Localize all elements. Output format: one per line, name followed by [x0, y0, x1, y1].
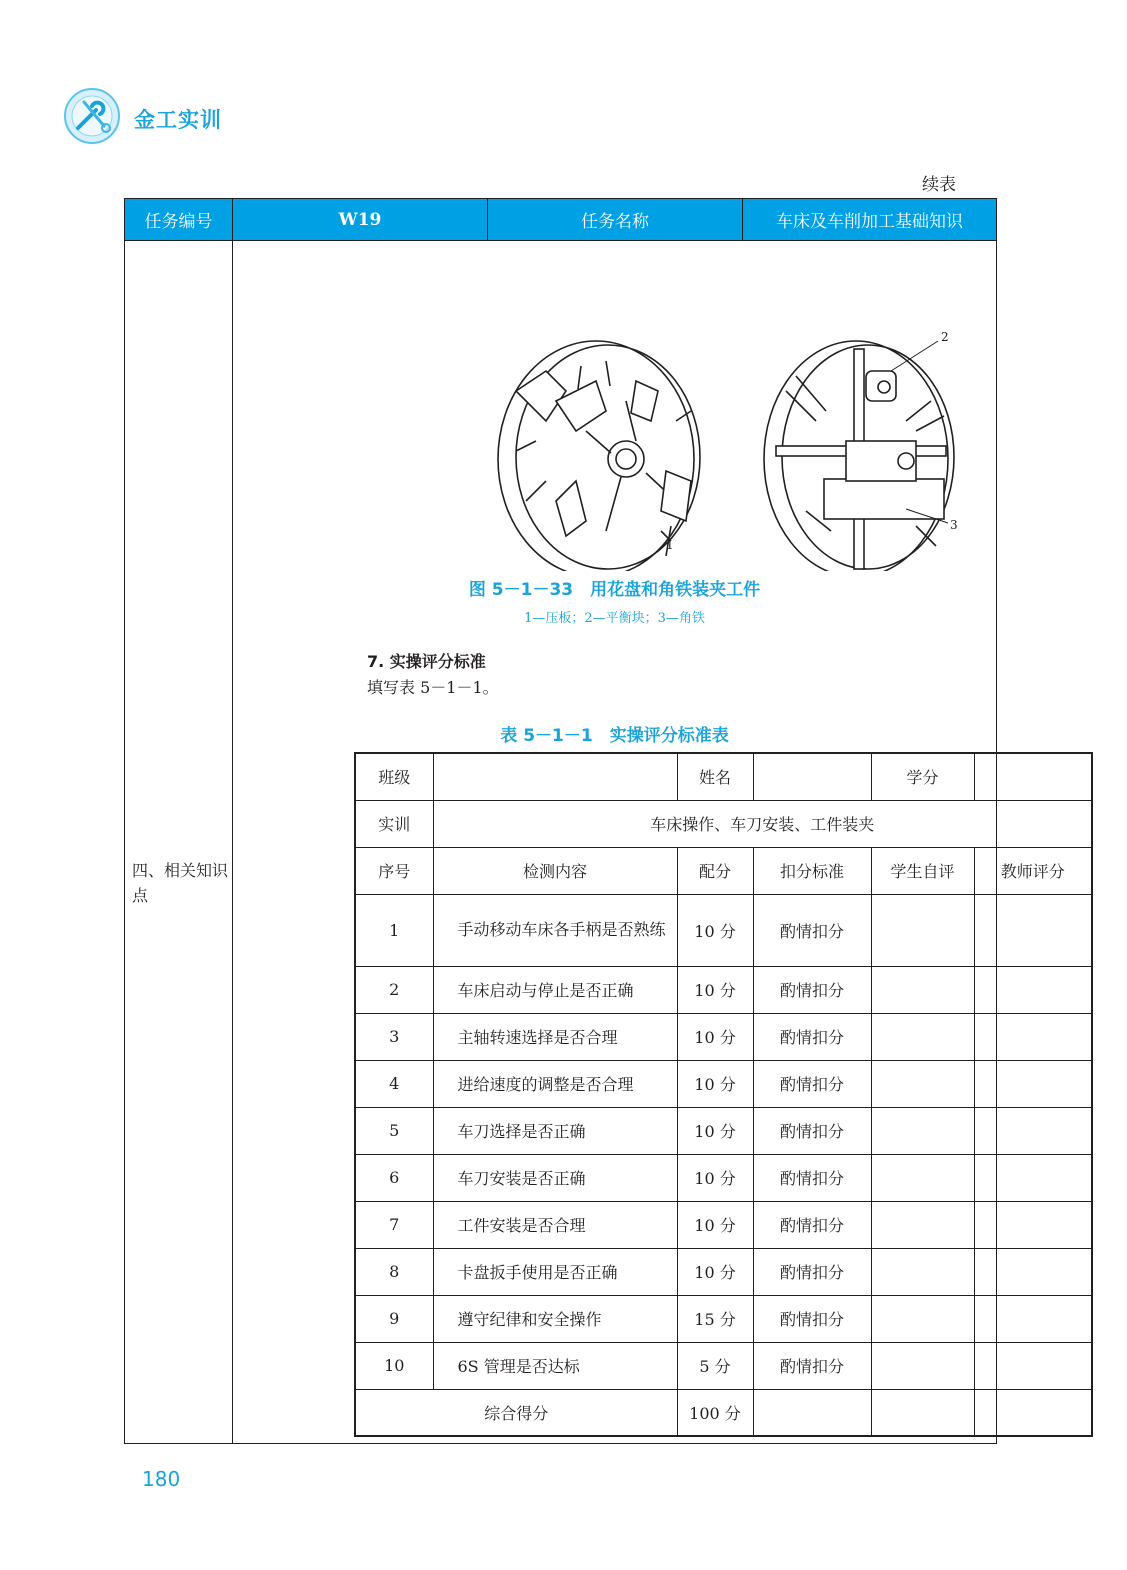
row-no: 7: [355, 1201, 433, 1248]
teacher-eval-cell: [974, 1201, 1092, 1248]
section-body: 填写表 5－1－1。: [367, 678, 499, 697]
table-row: [355, 800, 1092, 847]
table-row: [355, 753, 1092, 800]
training-label: 实训: [355, 800, 433, 847]
row-no: 10: [355, 1342, 433, 1389]
row-deduct: 酌情扣分: [753, 1248, 871, 1295]
table-header-row: [355, 847, 1092, 894]
table-row: [355, 1295, 1092, 1342]
col-header: 检测内容: [433, 847, 677, 894]
row-no: 4: [355, 1060, 433, 1107]
row-deduct: 酌情扣分: [753, 1060, 871, 1107]
row-score: 10 分: [677, 966, 753, 1013]
row-content: 工件安装是否合理: [433, 1201, 677, 1248]
figure-legend: 1—压板；2—平衡块；3—角铁: [524, 611, 705, 626]
total-score: 100 分: [677, 1389, 753, 1436]
row-content: 主轴转速选择是否合理: [433, 1013, 677, 1060]
table-row: [355, 1201, 1092, 1248]
credit-value-cell: [974, 753, 1092, 800]
teacher-eval-cell: [974, 1342, 1092, 1389]
table-row: [355, 966, 1092, 1013]
table-caption: 表 5－1－1 实操评分标准表: [500, 726, 729, 746]
name-label: 姓名: [677, 753, 753, 800]
content-column: [233, 240, 1065, 1443]
task-name-label: 任务名称: [488, 199, 743, 240]
total-teacher-cell: [974, 1389, 1092, 1436]
total-deduct-cell: [753, 1389, 871, 1436]
row-deduct: 酌情扣分: [753, 1154, 871, 1201]
self-eval-cell: [871, 1013, 974, 1060]
row-score: 5 分: [677, 1342, 753, 1389]
row-content: 手动移动车床各手柄是否熟练: [433, 894, 677, 966]
table-row: [355, 894, 1092, 966]
task-name-value: 车床及车削加工基础知识: [776, 212, 963, 232]
row-score: 10 分: [677, 894, 753, 966]
col-header: 学生自评: [871, 847, 974, 894]
row-deduct: 酌情扣分: [753, 1295, 871, 1342]
class-value-cell: [433, 753, 677, 800]
teacher-eval-cell: [974, 1013, 1092, 1060]
row-no: 8: [355, 1248, 433, 1295]
row-deduct: 酌情扣分: [753, 1342, 871, 1389]
faceplate-figure: [486, 331, 976, 571]
figure-caption: 图 5－1－33 用花盘和角铁装夹工件: [468, 580, 761, 600]
page-number: 180: [142, 1467, 181, 1491]
teacher-eval-cell: [974, 894, 1092, 966]
row-no: 2: [355, 966, 433, 1013]
total-row: [355, 1389, 1092, 1436]
self-eval-cell: [871, 1248, 974, 1295]
self-eval-cell: [871, 1107, 974, 1154]
training-value: 车床操作、车刀安装、工件装夹: [433, 800, 1092, 847]
row-deduct: 酌情扣分: [753, 1201, 871, 1248]
row-deduct: 酌情扣分: [753, 894, 871, 966]
self-eval-cell: [871, 1154, 974, 1201]
credit-label: 学分: [871, 753, 974, 800]
teacher-eval-cell: [974, 1107, 1092, 1154]
task-id-value: W19: [233, 199, 488, 240]
faceplate-left: [498, 341, 700, 571]
score-table: [354, 752, 1093, 1437]
row-content: 卡盘扳手使用是否正确: [433, 1248, 677, 1295]
book-title: 金工实训: [134, 108, 222, 132]
task-id-label: 任务编号: [125, 199, 233, 240]
col-header: 扣分标准: [753, 847, 871, 894]
teacher-eval-cell: [974, 966, 1092, 1013]
class-label: 班级: [355, 753, 433, 800]
row-score: 10 分: [677, 1060, 753, 1107]
row-no: 9: [355, 1295, 433, 1342]
row-score: 10 分: [677, 1013, 753, 1060]
row-no: 5: [355, 1107, 433, 1154]
faceplate-right: [764, 341, 954, 571]
col-header: 序号: [355, 847, 433, 894]
self-eval-cell: [871, 1295, 974, 1342]
row-content: 车床启动与停止是否正确: [433, 966, 677, 1013]
callout-2: 2: [941, 331, 949, 344]
teacher-eval-cell: [974, 1248, 1092, 1295]
left-column: [125, 240, 233, 1443]
teacher-eval-cell: [974, 1060, 1092, 1107]
total-self-cell: [871, 1389, 974, 1436]
table-row: [355, 1342, 1092, 1389]
row-content: 遵守纪律和安全操作: [433, 1295, 677, 1342]
teacher-eval-cell: [974, 1154, 1092, 1201]
row-score: 15 分: [677, 1295, 753, 1342]
table-row: [355, 1107, 1092, 1154]
row-no: 6: [355, 1154, 433, 1201]
total-label: 综合得分: [355, 1389, 677, 1436]
self-eval-cell: [871, 966, 974, 1013]
wrench-logo-icon: [62, 86, 122, 146]
row-score: 10 分: [677, 1154, 753, 1201]
row-content: 进给速度的调整是否合理: [433, 1060, 677, 1107]
section-title: 7. 实操评分标准: [367, 652, 486, 671]
row-no: 1: [355, 894, 433, 966]
row-deduct: 酌情扣分: [753, 1013, 871, 1060]
col-header: 教师评分: [974, 847, 1092, 894]
teacher-eval-cell: [974, 1295, 1092, 1342]
self-eval-cell: [871, 1201, 974, 1248]
row-deduct: 酌情扣分: [753, 1107, 871, 1154]
task-header-row: [125, 199, 996, 240]
self-eval-cell: [871, 1060, 974, 1107]
self-eval-cell: [871, 894, 974, 966]
table-row: [355, 1060, 1092, 1107]
row-content: 车刀安装是否正确: [433, 1154, 677, 1201]
callout-3: 3: [950, 518, 958, 532]
row-score: 10 分: [677, 1201, 753, 1248]
table-row: [355, 1248, 1092, 1295]
row-no: 3: [355, 1013, 433, 1060]
row-deduct: 酌情扣分: [753, 966, 871, 1013]
row-content: 车刀选择是否正确: [433, 1107, 677, 1154]
col-header: 配分: [677, 847, 753, 894]
table-row: [355, 1013, 1092, 1060]
task-frame: [124, 198, 1065, 1444]
row-score: 10 分: [677, 1107, 753, 1154]
left-column-label: 四、相关知识点: [132, 861, 229, 905]
self-eval-cell: [871, 1342, 974, 1389]
row-content: 6S 管理是否达标: [433, 1342, 677, 1389]
callout-1: 1: [666, 538, 674, 552]
row-score: 10 分: [677, 1248, 753, 1295]
table-row: [355, 1154, 1092, 1201]
name-value-cell: [753, 753, 871, 800]
continued-table-label: 续表: [922, 175, 956, 195]
